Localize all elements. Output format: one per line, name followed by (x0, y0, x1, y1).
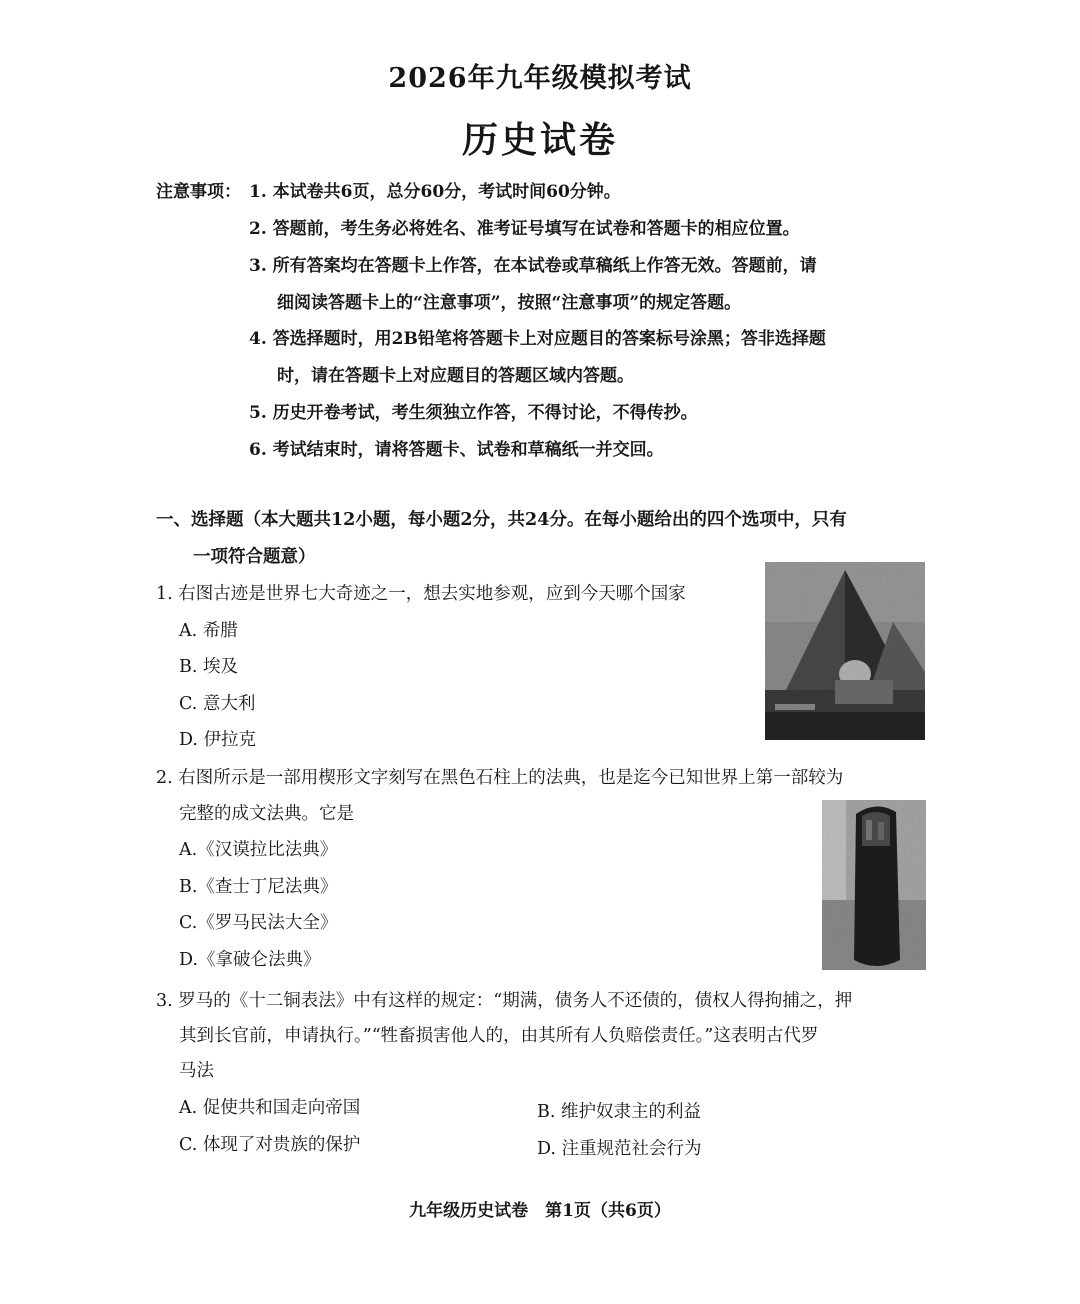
note-item: 细阅读答题卡上的“注意事项”，按照“注意事项”的规定答题。 (277, 293, 742, 313)
notes-label: 注意事项： (156, 182, 241, 202)
question-2-option-c: C.《罗马民法大全》 (179, 913, 338, 933)
question-3-option-c: C. 体现了对贵族的保护 (179, 1135, 361, 1155)
subject-title: 历史试卷 (461, 119, 618, 161)
section-heading-cont: 一项符合题意） (193, 547, 316, 567)
question-3-option-a: A. 促使共和国走向帝国 (179, 1098, 361, 1118)
section-heading: 一、选择题（本大题共12小题，每小题2分，共24分。在每小题给出的四个选项中，只有 (156, 510, 847, 530)
note-item: 3. 所有答案均在答题卡上作答，在本试卷或草稿纸上作答无效。答题前，请 (249, 256, 817, 276)
hammurabi-stele-photo (822, 800, 926, 970)
note-item: 时，请在答题卡上对应题目的答题区域内答题。 (277, 366, 634, 386)
exam-title: 2026年九年级模拟考试 (388, 63, 692, 94)
question-2-stem-cont: 完整的成文法典。它是 (179, 804, 354, 824)
note-item: 1. 本试卷共6页，总分60分，考试时间60分钟。 (249, 182, 621, 202)
question-1-stem: 1. 右图古迹是世界七大奇迹之一，想去实地参观，应到今天哪个国家 (156, 584, 686, 604)
note-item: 4. 答选择题时，用2B铅笔将答题卡上对应题目的答案标号涂黑；答非选择题 (249, 329, 826, 349)
question-3-option-b: B. 维护奴隶主的利益 (537, 1102, 701, 1122)
question-1-option-d: D. 伊拉克 (179, 730, 257, 750)
question-3-stem-cont: 其到长官前，申请执行。”“牲畜损害他人的，由其所有人负赔偿责任。”这表明古代罗 (179, 1026, 819, 1046)
question-2-option-a: A.《汉谟拉比法典》 (179, 840, 338, 860)
question-3-stem-cont: 马法 (179, 1061, 214, 1081)
question-2-stem: 2. 右图所示是一部用楔形文字刻写在黑色石柱上的法典，也是迄今已知世界上第一部较为 (156, 768, 844, 788)
question-1-option-b: B. 埃及 (179, 657, 238, 677)
question-3-stem: 3. 罗马的《十二铜表法》中有这样的规定：“期满，债务人不还债的，债权人得拘捕之，押 (156, 991, 853, 1011)
pyramid-sphinx-photo (765, 562, 925, 740)
question-3-option-d: D. 注重规范社会行为 (537, 1139, 702, 1159)
question-2-option-b: B.《查士丁尼法典》 (179, 877, 338, 897)
note-item: 2. 答题前，考生务必将姓名、准考证号填写在试卷和答题卡的相应位置。 (249, 219, 800, 239)
note-item: 6. 考试结束时，请将答题卡、试卷和草稿纸一并交回。 (249, 440, 664, 460)
note-item: 5. 历史开卷考试，考生须独立作答，不得讨论，不得传抄。 (249, 403, 698, 423)
question-2-option-d: D.《拿破仑法典》 (179, 950, 321, 970)
question-1-option-a: A. 希腊 (179, 621, 238, 641)
page-footer: 九年级历史试卷 第1页（共6页） (409, 1201, 671, 1221)
question-1-option-c: C. 意大利 (179, 694, 256, 714)
